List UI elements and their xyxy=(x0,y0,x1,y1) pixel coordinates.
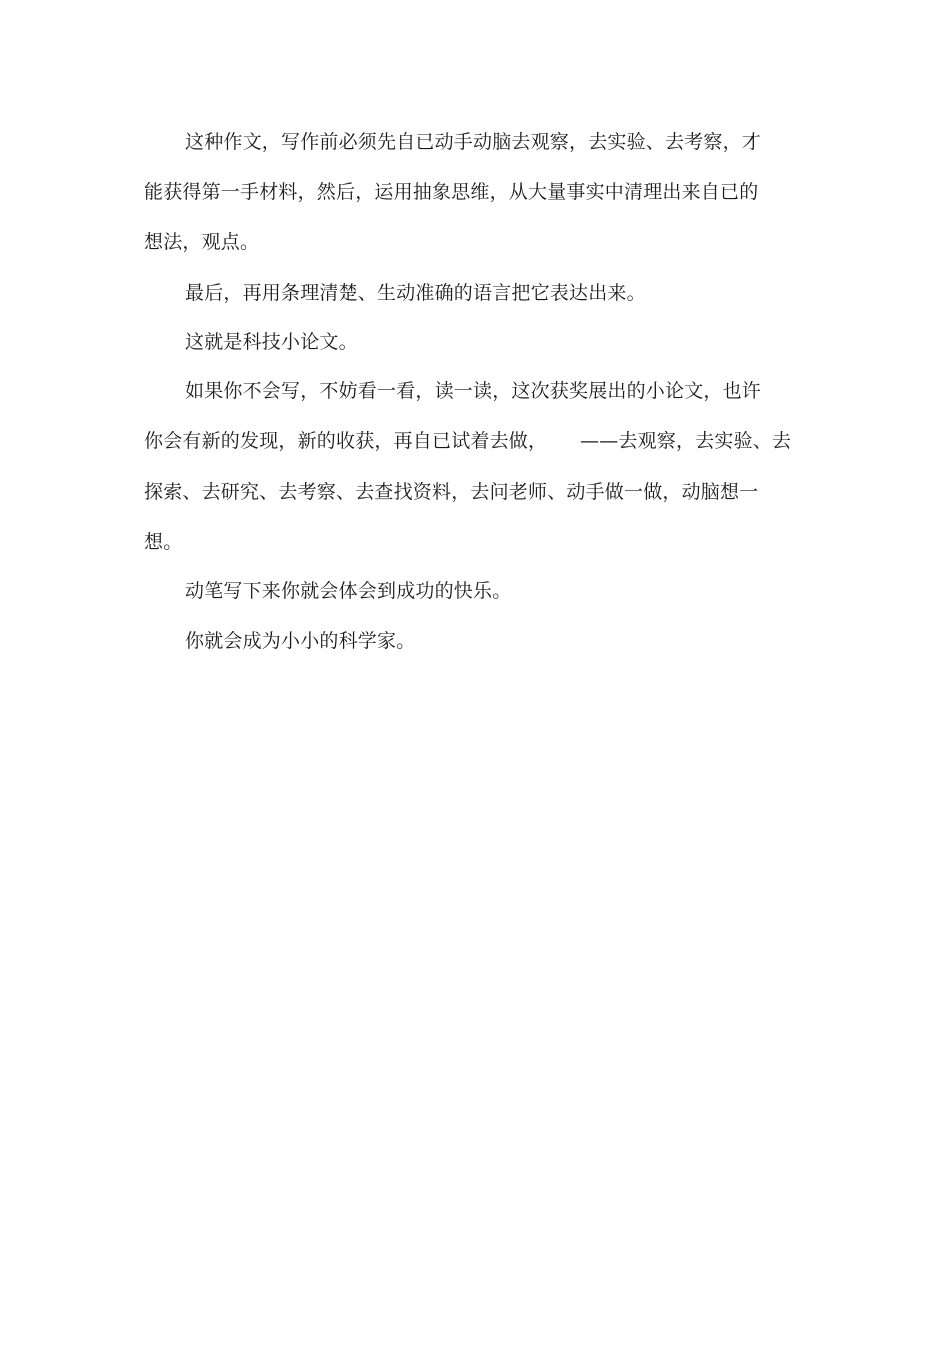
paragraph-4-line-2: 你会有新的发现，新的收获，再自已试着去做， xyxy=(144,430,548,452)
paragraph-1-line-3: 想法，观点。 xyxy=(144,231,260,253)
paragraph-4-line-2-continuation: ——去观察，去实验、去 xyxy=(580,430,792,452)
paragraph-2: 最后，再用条理清楚、生动准确的语言把它表达出来。 xyxy=(185,282,646,304)
paragraph-4-line-3: 探索、去研究、去考察、去查找资料，去问老师、动手做一做，动脑想一 xyxy=(144,481,759,503)
paragraph-1-line-1: 这种作文，写作前必须先自已动手动脑去观察，去实验、去考察，才 xyxy=(185,131,762,153)
paragraph-5: 动笔写下来你就会体会到成功的快乐。 xyxy=(185,580,512,602)
paragraph-4-line-1: 如果你不会写，不妨看一看，读一读，这次获奖展出的小论文，也许 xyxy=(185,380,762,402)
paragraph-1-line-2: 能获得第一手材料，然后，运用抽象思维，从大量事实中清理出来自已的 xyxy=(144,181,759,203)
paragraph-6: 你就会成为小小的科学家。 xyxy=(185,630,416,652)
paragraph-3: 这就是科技小论文。 xyxy=(185,331,358,353)
paragraph-4-line-4: 想。 xyxy=(144,531,183,553)
